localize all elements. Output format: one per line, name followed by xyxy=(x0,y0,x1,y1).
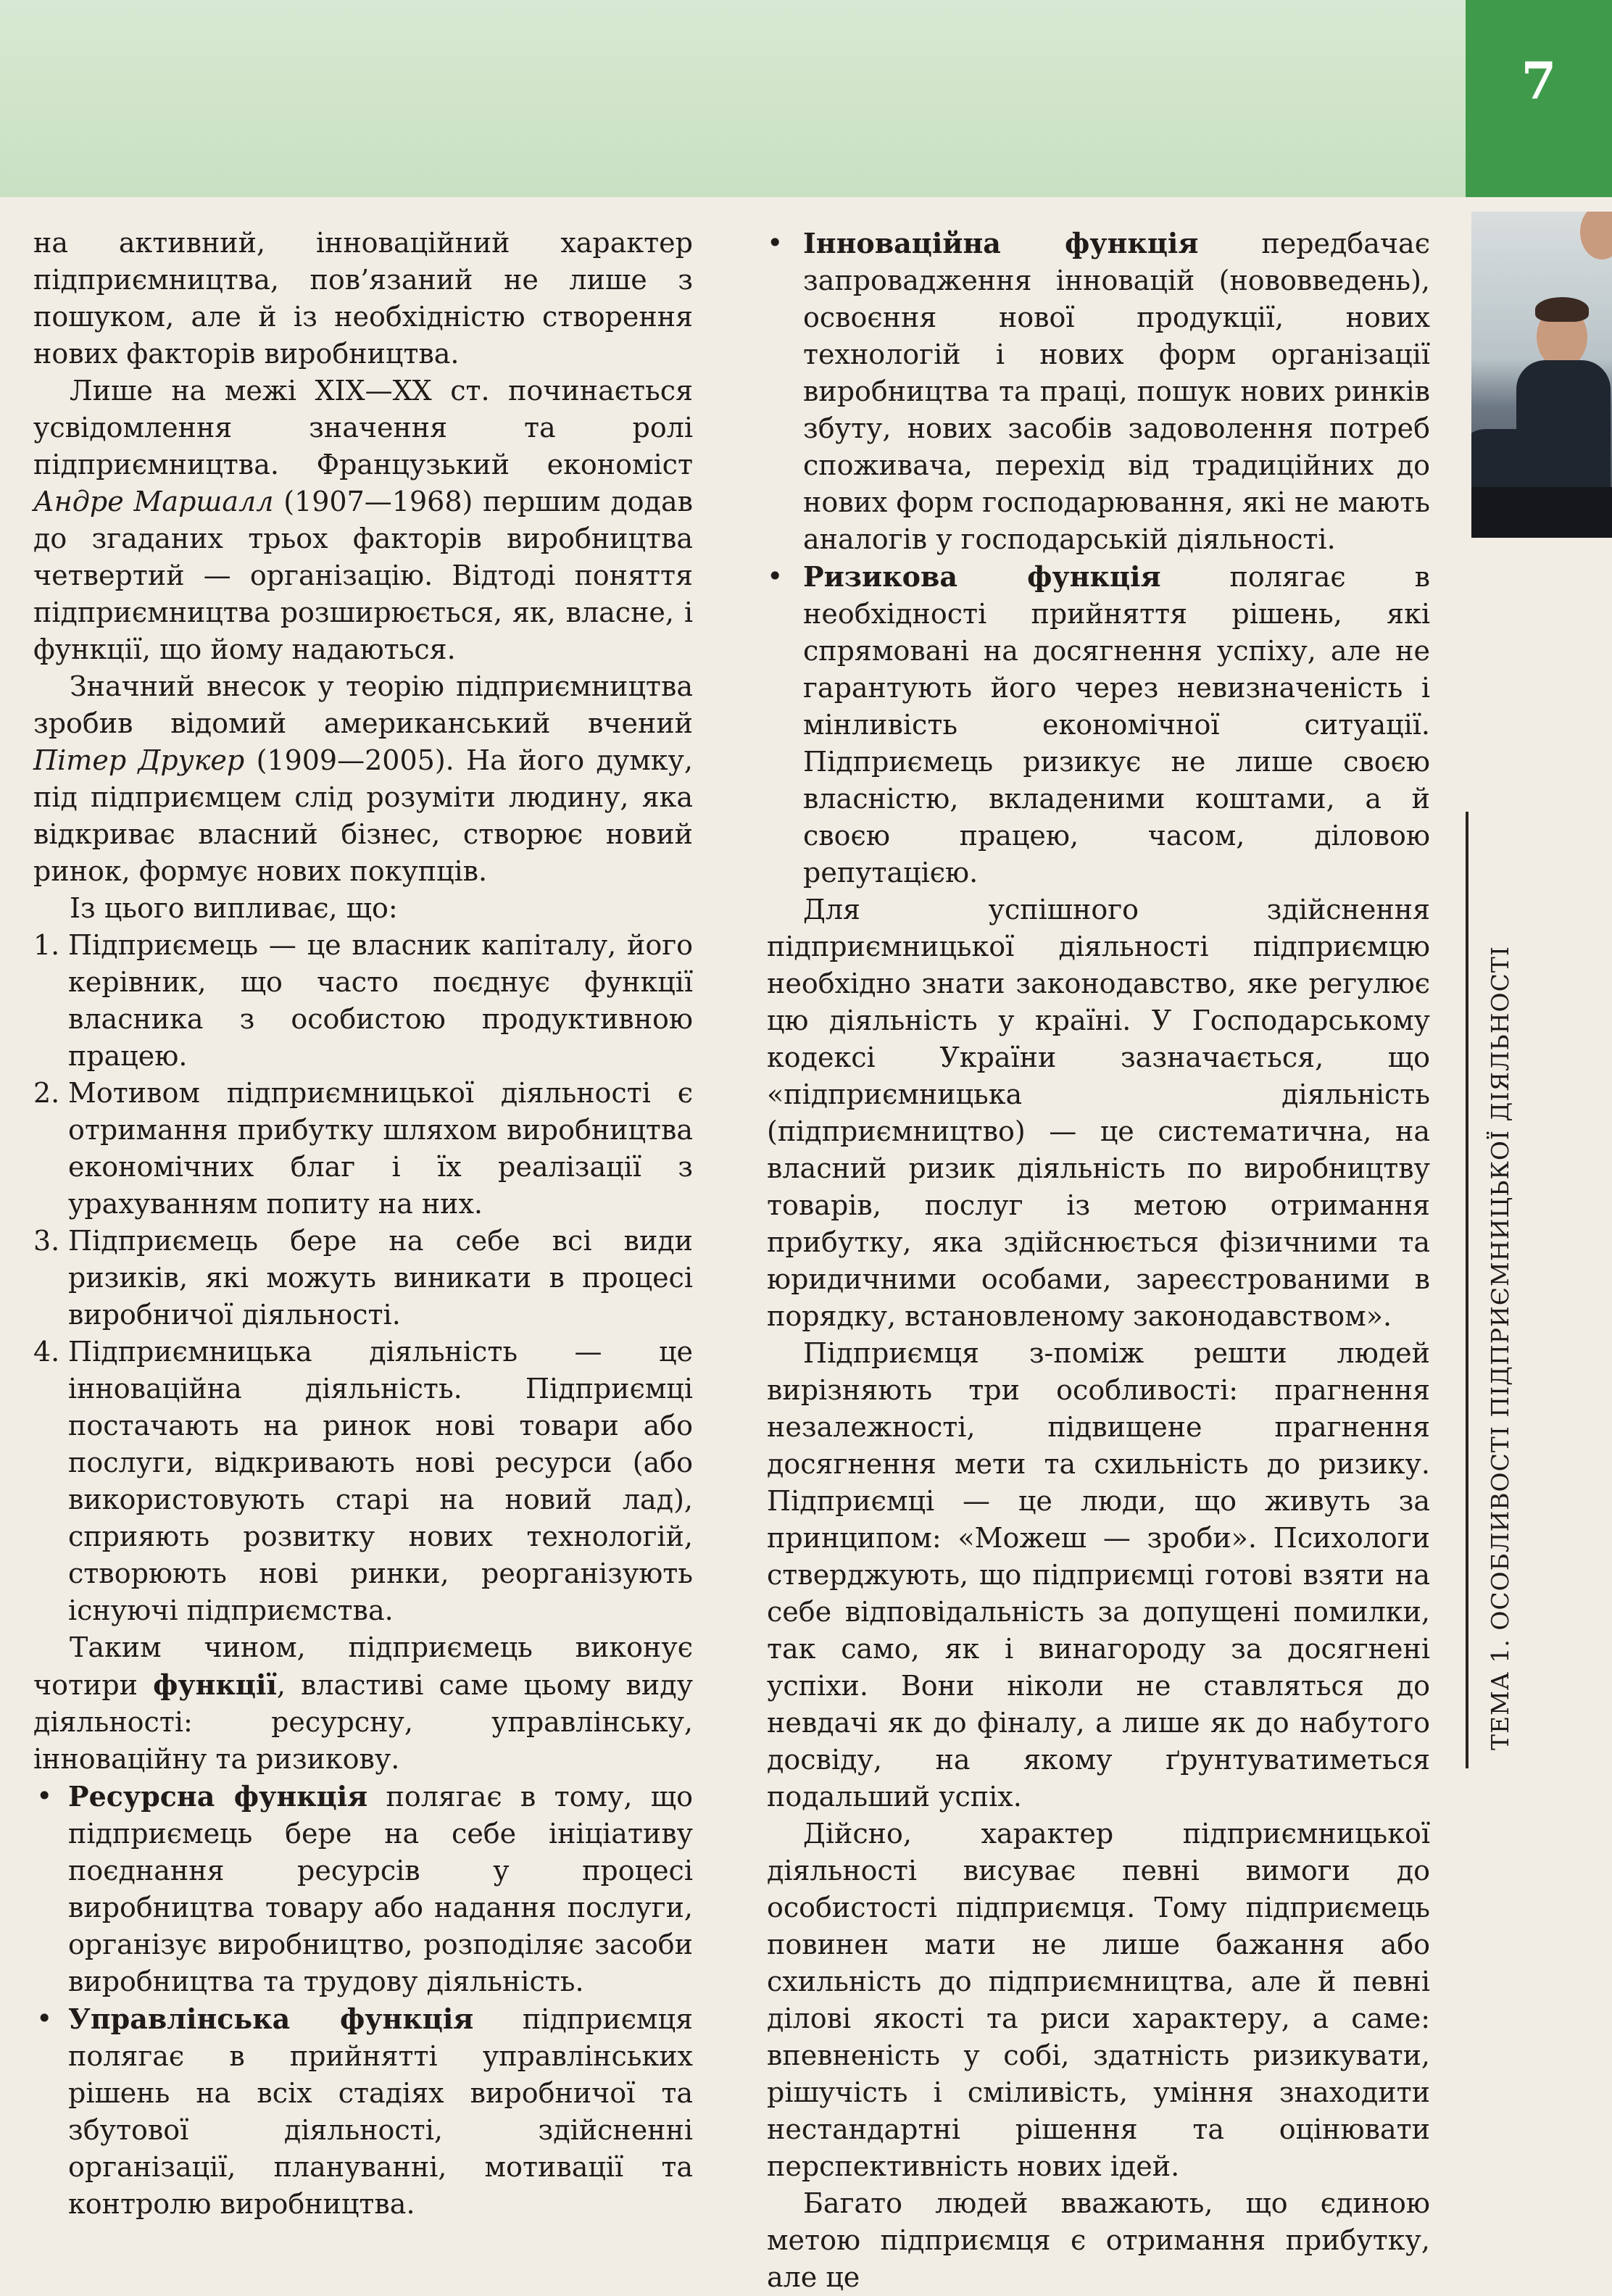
section-title-vertical: ТЕМА 1. ОСОБЛИВОСТІ ПІДПРИЄМНИЦЬКОЇ ДІЯЛЬНОСТІ xyxy=(1486,946,1514,1750)
sidebar-rule xyxy=(1466,812,1468,1768)
numbered-item: 4. Підприємницька діяльність — це інноваційна діяльність. Підприємці постачають на ринок нові товари або послуги, відкривають нові ресурси (або використовують старі на новий лад), сприяють розвитку нових технологій, створюють нові ринки, реорганізують існуючі підприємства. xyxy=(33,1336,693,1626)
bullet-item: • Управлінська функція підприємця полягає в прийнятті управлінських рішень на всіх стадіях виробничої та збутової діяльності, здійсненні організації, плануванні, мотивації та контролю виробництва. xyxy=(36,2002,693,2220)
paragraph: Таким чином, підприємець виконує чотири функції, властиві саме цьому виду діяльності: ресурсну, управлінську, інноваційну та ризикову. xyxy=(33,1631,693,1775)
person-center-hair xyxy=(1535,297,1589,322)
page-number: 7 xyxy=(1521,51,1557,111)
bold-term: функції xyxy=(153,1668,277,1701)
left-column xyxy=(33,225,693,2223)
business-handshake-photo xyxy=(1471,212,1612,538)
person-center-suit xyxy=(1516,360,1611,498)
bold-term: Управлінська функція xyxy=(68,2002,474,2035)
page-number-tab xyxy=(1466,0,1612,197)
numbered-item: 3. Підприємець бере на себе всі види ризиків, які можуть виникати в процесі виробничої діяльності. xyxy=(33,1225,693,1331)
bold-term: Інноваційна функція xyxy=(803,227,1199,259)
paragraph: Підприємця з-поміж решти людей вирізняють три особливості: прагнення незалежності, підвищене прагнення досягнення мети та схильність до ризику. Підприємці — це люди, що живуть за принципом: «Можеш — зроби». Психологи стверджують, що підприємці готові взяти на себе відповідальність за допущені помилки, так само, як і винагороду за досягнені успіхи. Вони ніколи не ставляться до невдачі як до фіналу, а лише як до набутого досвіду, на якому ґрунтуватиметься подальший успіх. xyxy=(767,1337,1430,1813)
bold-term: Ризикова функція xyxy=(803,560,1161,593)
paragraph: Для успішного здійснення підприємницької діяльності підприємцю необхідно знати законодавство, яке регулює цю діяльність у країні. У Господарському кодексі України зазначається, що «підприємницька діяльність (підприємництво) — це систематична, на власний ризик діяльність по виробництву товарів, послуг із метою отримання прибутку, яка здійснюється фізичними та юридичними особами, зареєстрованими в порядку, встановленому законодавством». xyxy=(767,894,1430,1332)
bold-term: Ресурсна функція xyxy=(68,1780,368,1813)
paragraph: Лише на межі XIX—XX ст. починається усвідомлення значення та ролі підприємництва. Французький економіст Андре Маршалл (1907—1968) першим додав до згаданих трьох факторів виробництва четвертий — організацію. Відтоді поняття підприємництва розширюється, як, власне, і функції, що йому надаються. xyxy=(33,375,693,665)
bullet-item: • Ризикова функція полягає в необхідності прийняття рішень, які спрямовані на досягнення успіху, але не гарантують його через невизначеність і мінливість економічної ситуації. Підприємець ризикує не лише своєю власністю, вкладеними коштами, а й своєю працею, часом, діловою репутацією. xyxy=(767,560,1431,889)
numbered-item: 2. Мотивом підприємницької діяльності є отримання прибутку шляхом виробництва економічних благ і їх реалізації з урахуванням попиту на них. xyxy=(33,1077,693,1220)
paragraph: Багато людей вважають, що єдиною метою підприємця є отримання прибутку, але це xyxy=(767,2187,1430,2293)
paragraph: на активний, інноваційний характер підприємництва, пов’язаний не лише з пошуком, але й із необхідністю створення нових факторів виробництва. xyxy=(33,227,693,370)
header-band xyxy=(0,0,1466,197)
numbered-item: 1. Підприємець — це власник капіталу, його керівник, що часто поєднує функції власника з особистою продуктивною працею. xyxy=(33,929,693,1072)
person-name: Андре Маршалл xyxy=(33,486,274,517)
right-column xyxy=(767,225,1430,2296)
bullet-item: • Інноваційна функція передбачає запровадження інновацій (нововведень), освоєння нової продукції, нових технологій і нових форм організації виробництва та праці, пошук нових ринків збуту, нових засобів задоволення потреб споживача, перехід від традиційних до нових форм господарювання, які не мають аналогів у господарській діяльності. xyxy=(767,227,1430,555)
meeting-table xyxy=(1471,487,1612,538)
paragraph: Дійсно, характер підприємницької діяльності висуває певні вимоги до особистості підприємця. Тому підприємець повинен мати не лише бажання або схильність до підприємництва, але й певні ділові якості та риси характеру, а саме: впевненість у собі, здатність ризикувати, рішучість і сміливість, уміння знаходити нестандартні рішення та оцінювати перспективність нових ідей. xyxy=(767,1818,1430,2182)
person-name: Пітер Друкер xyxy=(33,744,245,776)
bullet-item: • Ресурсна функція полягає в тому, що підприємець бере на себе ініціативу поєднання ресурсів у процесі виробництва товару або надання послуги, організує виробництво, розподіляє засоби виробництва та трудову діяльність. xyxy=(36,1780,693,1997)
person-right-head xyxy=(1580,212,1612,259)
paragraph: Із цього випливає, що: xyxy=(70,892,398,924)
paragraph: Значний внесок у теорію підприємництва зробив відомий американський вчений Пітер Друкер (1909—2005). На його думку, під підприємцем слід розуміти людину, яка відкриває власний бізнес, створює новий ринок, формує нових покупців. xyxy=(33,670,693,887)
